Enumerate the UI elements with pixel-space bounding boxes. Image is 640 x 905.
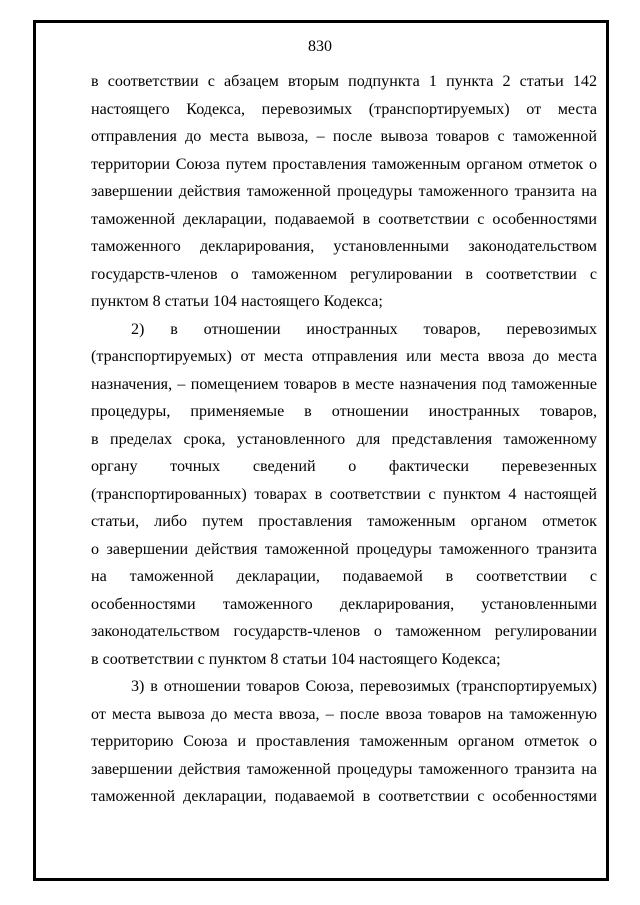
text-line: завершении действия таможенной процедуры таможенного транзита на	[91, 760, 597, 778]
text-line: (транспортированных) товарах в соответствии с пунктом 4 настоящей	[91, 485, 597, 503]
text-line: отправления до места вывоза, – после вывоза товаров с таможенной	[91, 128, 597, 145]
text-line: территорию Союза и проставления таможенным органом отметок о	[91, 733, 597, 750]
text-line: от места вывоза до места ввоза, – после ввоза товаров на таможенную	[91, 705, 597, 723]
text-line: процедуры, применяемые в отношении иностранных товаров,	[91, 403, 597, 420]
text-line: территории Союза путем проставления таможенным органом отметок о	[91, 155, 597, 173]
text-line: таможенной декларации, подаваемой в соответствии с особенностями	[91, 210, 597, 228]
text-line: статьи, либо путем проставления таможенным органом отметок	[91, 513, 597, 530]
text-line: о завершении действия таможенной процедуры таможенного транзита	[91, 540, 597, 558]
text-line: завершении действия таможенной процедуры таможенного транзита на	[91, 183, 597, 200]
text-line: таможенного декларирования, установленными законодательством	[91, 238, 597, 255]
text-line: пунктом 8 статьи 104 настоящего Кодекса;	[91, 293, 383, 310]
text-line: в соответствии с абзацем вторым подпункта 1 пункта 2 статьи 142	[91, 73, 597, 90]
text-line: органу точных сведений о фактически перевезенных	[91, 458, 597, 475]
paragraph-start-line: 3) в отношении товаров Союза, перевозимых (транспортируемых)	[131, 678, 597, 695]
page-number: 830	[308, 38, 332, 55]
text-line: таможенной декларации, подаваемой в соответствии с особенностями	[91, 788, 597, 805]
paragraph-start-line: 2) в отношении иностранных товаров, перевозимых	[131, 320, 597, 338]
text-line: особенностями таможенного декларирования, установленными	[91, 595, 597, 613]
text-line: законодательством государств-членов о таможенном регулировании	[91, 623, 597, 640]
text-line: настоящего Кодекса, перевозимых (транспортируемых) от места	[91, 100, 597, 118]
document-body	[91, 68, 597, 811]
text-line: в соответствии с пунктом 8 статьи 104 настоящего Кодекса;	[91, 650, 501, 668]
text-line: в пределах срока, установленного для представления таможенному	[91, 430, 597, 448]
text-line: (транспортируемых) от места отправления или места ввоза до места	[91, 348, 597, 365]
text-line: назначения, – помещением товаров в месте назначения под таможенные	[91, 375, 597, 393]
text-line: на таможенной декларации, подаваемой в соответствии с	[91, 568, 597, 585]
text-line: государств-членов о таможенном регулировании в соответствии с	[91, 265, 597, 283]
